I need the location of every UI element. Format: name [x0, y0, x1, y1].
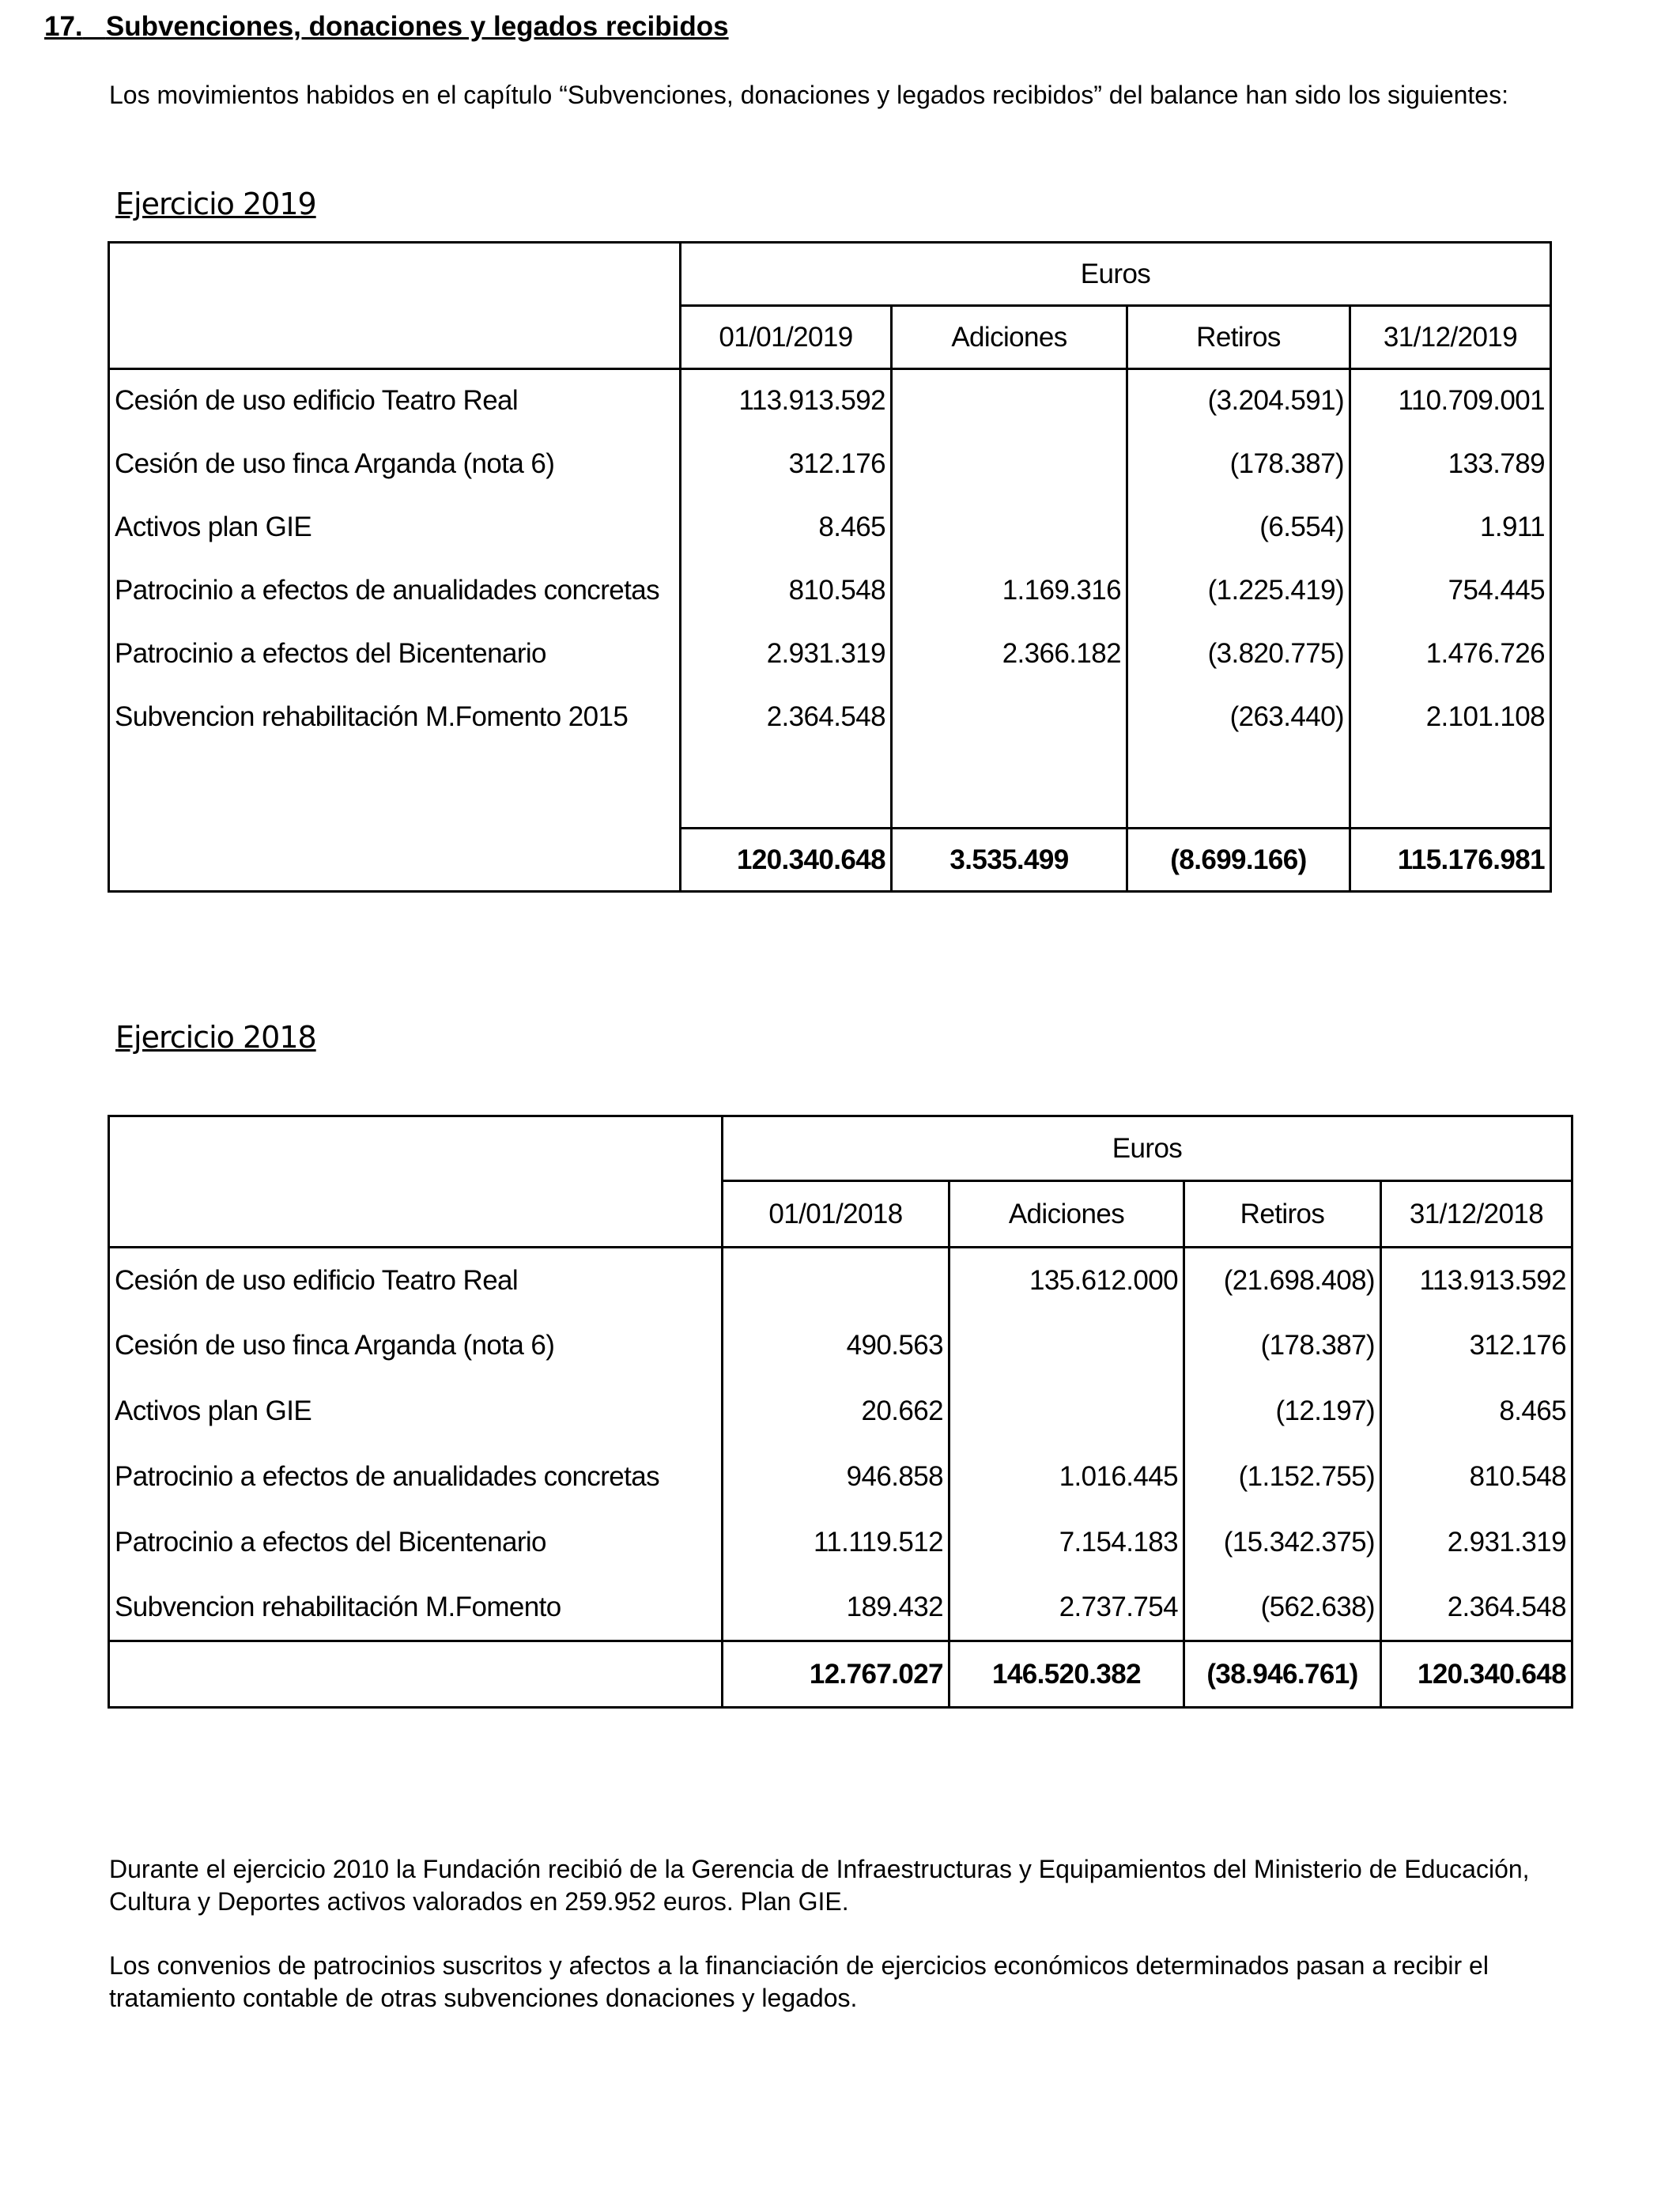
row-label: Cesión de uso edificio Teatro Real [109, 1248, 723, 1313]
currency-header: Euros [723, 1116, 1572, 1181]
cell-adiciones: 135.612.000 [949, 1248, 1184, 1313]
row-label: Patrocinio a efectos de anualidades concretas [109, 559, 681, 622]
table-row [109, 1444, 1572, 1510]
cell-adiciones [892, 496, 1127, 559]
cell-opening: 312.176 [681, 432, 892, 496]
cell-adiciones: 2.737.754 [949, 1576, 1184, 1641]
cell-opening: 20.662 [723, 1379, 949, 1444]
cell-closing: 2.364.548 [1447, 1592, 1566, 1623]
cell-opening [723, 1248, 949, 1313]
label-header-empty [109, 1116, 723, 1248]
totals-label-empty [109, 829, 681, 892]
intro-paragraph: Los movimientos habidos en el capítulo “Subvenciones, donaciones y legados recibidos” del balance han sido los siguientes: [109, 81, 1508, 109]
table-row [109, 432, 1551, 496]
cell-adiciones: 1.169.316 [892, 559, 1127, 622]
cell-closing: 754.445 [1448, 574, 1545, 606]
totals-row [109, 1641, 1572, 1708]
cell-retiros: (562.638) [1184, 1576, 1381, 1641]
cell-retiros: (178.387) [1127, 432, 1350, 496]
col-header-closing: 31/12/2018 [1409, 1198, 1544, 1229]
currency-header-row [109, 243, 1551, 306]
total-adiciones: 3.535.499 [892, 829, 1127, 892]
total-retiros: (38.946.761) [1184, 1641, 1381, 1708]
cell-opening: 810.548 [681, 559, 892, 622]
cell-adiciones [892, 685, 1127, 749]
cell-opening: 946.858 [723, 1444, 949, 1510]
table-row [109, 622, 1551, 685]
currency-header: Euros [681, 243, 1551, 306]
col-header-opening: 01/01/2018 [723, 1181, 949, 1248]
total-retiros: (8.699.166) [1127, 829, 1350, 892]
total-opening: 120.340.648 [681, 829, 892, 892]
total-closing: 120.340.648 [1381, 1641, 1572, 1708]
cell-closing: 312.176 [1469, 1330, 1566, 1361]
cell-adiciones [892, 432, 1127, 496]
cell-closing: 810.548 [1469, 1461, 1566, 1492]
table-ejercicio-2018 [108, 1115, 1573, 1709]
spacer-cell [1127, 749, 1350, 829]
cell-adiciones: 2.366.182 [892, 622, 1127, 685]
total-opening: 12.767.027 [723, 1641, 949, 1708]
col-header-adiciones: Adiciones [892, 306, 1127, 369]
table-row [109, 1510, 1572, 1576]
table-row [109, 685, 1551, 749]
cell-adiciones [949, 1379, 1184, 1444]
section-title: Subvenciones, donaciones y legados recibidos [105, 11, 729, 42]
col-header-retiros: Retiros [1184, 1181, 1381, 1248]
row-label: Activos plan GIE [109, 496, 681, 559]
cell-retiros: (3.820.775) [1127, 622, 1350, 685]
totals-label-empty [109, 1641, 723, 1708]
cell-opening: 2.364.548 [681, 685, 892, 749]
spacer-cell [892, 749, 1127, 829]
cell-retiros: (263.440) [1127, 685, 1350, 749]
cell-retiros: (21.698.408) [1184, 1248, 1381, 1313]
cell-adiciones [949, 1313, 1184, 1379]
cell-closing: 8.465 [1499, 1395, 1566, 1426]
table-row [109, 1248, 1572, 1313]
cell-retiros: (12.197) [1184, 1379, 1381, 1444]
section-heading [44, 11, 729, 43]
totals-row [109, 829, 1551, 892]
cell-opening: 189.432 [723, 1576, 949, 1641]
row-label: Subvencion rehabilitación M.Fomento [109, 1576, 723, 1641]
total-adiciones: 146.520.382 [949, 1641, 1184, 1708]
label-header-empty [109, 243, 681, 369]
row-label: Patrocinio a efectos del Bicentenario [109, 622, 681, 685]
row-label: Subvencion rehabilitación M.Fomento 2015 [109, 685, 681, 749]
table-row [109, 496, 1551, 559]
cell-retiros: (1.225.419) [1127, 559, 1350, 622]
cell-closing: 133.789 [1448, 447, 1545, 479]
row-label: Cesión de uso finca Arganda (nota 6) [109, 432, 681, 496]
table-row [109, 559, 1551, 622]
cell-opening: 11.119.512 [723, 1510, 949, 1576]
cell-opening: 113.913.592 [681, 369, 892, 432]
cell-retiros: (3.204.591) [1127, 369, 1350, 432]
table-ejercicio-2019 [108, 241, 1552, 893]
note-convenios: Los convenios de patrocinios suscritos y afectos a la financiación de ejercicios económicos determinados pasan a recibir el tratamiento contable de otras subvenciones donaciones y legados. [109, 1951, 1489, 2012]
cell-retiros: (6.554) [1127, 496, 1350, 559]
table-row [109, 1379, 1572, 1444]
col-header-opening: 01/01/2019 [681, 306, 892, 369]
spacer-cell [109, 749, 681, 829]
cell-adiciones: 1.016.445 [949, 1444, 1184, 1510]
spacer-row [109, 749, 1551, 829]
ejercicio-2018-title: Ejercicio 2018 [115, 1020, 316, 1055]
ejercicio-2019-title: Ejercicio 2019 [115, 187, 316, 221]
cell-adiciones: 7.154.183 [949, 1510, 1184, 1576]
cell-opening: 490.563 [723, 1313, 949, 1379]
cell-opening: 8.465 [681, 496, 892, 559]
row-label: Cesión de uso finca Arganda (nota 6) [109, 1313, 723, 1379]
col-header-closing: 31/12/2019 [1383, 321, 1518, 353]
spacer-cell [681, 749, 892, 829]
cell-adiciones [892, 369, 1127, 432]
currency-header-row [109, 1116, 1572, 1181]
cell-opening: 2.931.319 [681, 622, 892, 685]
row-label: Cesión de uso edificio Teatro Real [109, 369, 681, 432]
col-header-retiros: Retiros [1127, 306, 1350, 369]
cell-retiros: (178.387) [1184, 1313, 1381, 1379]
cell-retiros: (15.342.375) [1184, 1510, 1381, 1576]
cell-closing: 113.913.592 [1381, 1248, 1572, 1313]
cell-closing: 2.101.108 [1425, 700, 1545, 732]
note-plan-gie: Durante el ejercicio 2010 la Fundación recibió de la Gerencia de Infraestructuras y Equipamientos del Ministerio de Educación, Cultura y Deportes activos valorados en 259.952 euros. Plan GIE. [109, 1855, 1530, 1916]
table-row [109, 1313, 1572, 1379]
total-closing: 115.176.981 [1350, 829, 1551, 892]
col-header-adiciones: Adiciones [949, 1181, 1184, 1248]
cell-retiros: (1.152.755) [1184, 1444, 1381, 1510]
table-row [109, 1576, 1572, 1641]
cell-closing: 1.476.726 [1425, 637, 1545, 669]
spacer-cell [1350, 749, 1551, 829]
section-number: 17. [44, 11, 83, 42]
cell-closing: 110.709.001 [1350, 369, 1551, 432]
row-label: Patrocinio a efectos del Bicentenario [109, 1510, 723, 1576]
cell-closing: 1.911 [1480, 511, 1545, 542]
table-row [109, 369, 1551, 432]
row-label: Patrocinio a efectos de anualidades concretas [109, 1444, 723, 1510]
cell-closing: 2.931.319 [1447, 1527, 1566, 1558]
row-label: Activos plan GIE [109, 1379, 723, 1444]
